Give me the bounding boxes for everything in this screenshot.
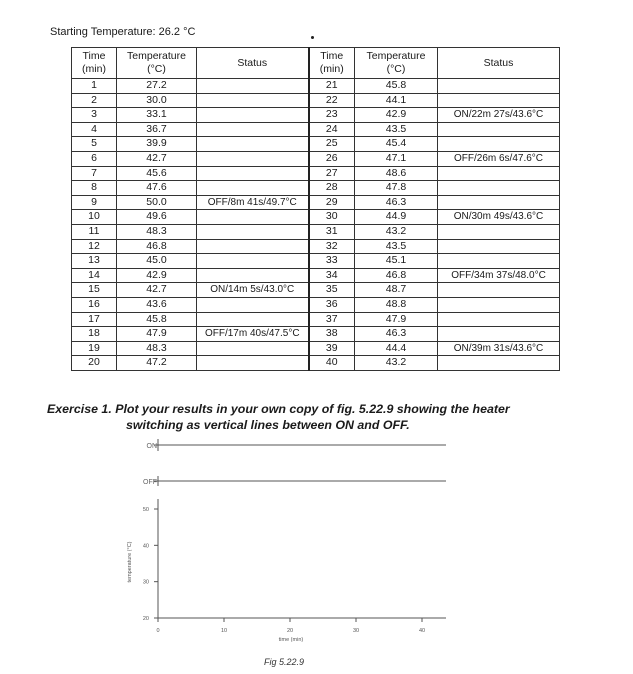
time-cell: 33 [309, 254, 355, 269]
time-cell: 27 [309, 166, 355, 181]
time-cell: 9 [72, 195, 117, 210]
time-cell: 5 [72, 137, 117, 152]
time-cell: 11 [72, 224, 117, 239]
temperature-cell: 46.8 [117, 239, 197, 254]
time-cell: 13 [72, 254, 117, 269]
starting-temperature: Starting Temperature: 26.2 °C [50, 26, 196, 38]
time-cell: 26 [309, 151, 355, 166]
time-cell: 32 [309, 239, 355, 254]
exercise-line-1: Exercise 1. Plot your results in your own copy of fig. 5.22.9 showing the heater [47, 402, 510, 416]
time-cell: 38 [309, 327, 355, 342]
status-cell: OFF/8m 41s/49.7°C [197, 195, 309, 210]
temperature-cell: 47.6 [117, 181, 197, 196]
temperature-cell: 47.9 [355, 312, 438, 327]
time-cell: 30 [309, 210, 355, 225]
status-cell: ON/14m 5s/43.0°C [197, 283, 309, 298]
x-tick-label: 30 [352, 628, 360, 634]
temperature-cell: 30.0 [117, 93, 197, 108]
header-temperature-2: Temperature (°C) [355, 48, 438, 79]
time-cell: 6 [72, 151, 117, 166]
time-cell: 23 [309, 108, 355, 123]
time-cell: 18 [72, 327, 117, 342]
y-tick-label: 40 [142, 543, 149, 550]
time-cell: 7 [72, 166, 117, 181]
time-cell: 29 [309, 195, 355, 210]
header-status-2: Status [438, 48, 560, 79]
time-cell: 36 [309, 297, 355, 312]
time-cell: 3 [72, 108, 117, 123]
temperature-cell: 47.2 [117, 356, 197, 371]
time-cell: 4 [72, 122, 117, 137]
time-cell: 40 [309, 356, 355, 371]
status-cell: OFF/34m 37s/48.0°C [438, 268, 560, 283]
header-temperature-1: Temperature (°C) [117, 48, 197, 79]
temperature-cell: 43.2 [355, 224, 438, 239]
temperature-cell: 45.4 [355, 137, 438, 152]
temperature-cell: 33.1 [117, 108, 197, 123]
temperature-cell: 43.6 [117, 297, 197, 312]
temperature-cell: 48.3 [117, 341, 197, 356]
temperature-cell: 46.8 [355, 268, 438, 283]
y-axis-label: temperature (°C) [127, 541, 133, 583]
plot-axes [127, 439, 446, 643]
time-cell: 21 [309, 79, 355, 94]
y-tick-label: 20 [142, 616, 149, 622]
time-cell: 16 [72, 297, 117, 312]
time-cell: 19 [72, 341, 117, 356]
temperature-cell: 42.7 [117, 151, 197, 166]
time-cell: 35 [309, 283, 355, 298]
temperature-cell: 48.7 [355, 283, 438, 298]
y-tick-label: 30 [142, 579, 149, 586]
x-axis-label: time (min) [278, 637, 304, 643]
status-cell: OFF/17m 40s/47.5°C [197, 327, 309, 342]
temperature-cell: 43.5 [355, 239, 438, 254]
temperature-cell: 45.8 [355, 79, 438, 94]
time-cell: 20 [72, 356, 117, 371]
temperature-cell: 39.9 [117, 137, 197, 152]
time-cell: 15 [72, 283, 117, 298]
header-time-2: Time (min) [309, 48, 355, 79]
temperature-cell: 45.6 [117, 166, 197, 181]
temperature-cell: 47.9 [117, 327, 197, 342]
temperature-cell: 48.8 [355, 297, 438, 312]
temperature-cell: 47.8 [355, 181, 438, 196]
time-cell: 17 [72, 312, 117, 327]
x-tick-label: 0 [156, 628, 160, 634]
status-cell: ON/30m 49s/43.6°C [438, 210, 560, 225]
time-cell: 28 [309, 181, 355, 196]
temperature-cell: 45.1 [355, 254, 438, 269]
temperature-cell: 44.1 [355, 93, 438, 108]
time-cell: 37 [309, 312, 355, 327]
temperature-cell: 48.3 [117, 224, 197, 239]
temperature-cell: 27.2 [117, 79, 197, 94]
temperature-cell: 48.6 [355, 166, 438, 181]
time-cell: 14 [72, 268, 117, 283]
time-cell: 25 [309, 137, 355, 152]
temperature-cell: 43.5 [355, 122, 438, 137]
temperature-cell: 42.9 [355, 108, 438, 123]
time-cell: 24 [309, 122, 355, 137]
y-tick-label: 50 [142, 507, 149, 513]
time-cell: 8 [72, 181, 117, 196]
temperature-cell: 43.2 [355, 356, 438, 371]
x-tick-label: 40 [418, 628, 426, 634]
temperature-cell: 44.4 [355, 341, 438, 356]
time-cell: 22 [309, 93, 355, 108]
on-label: ON [146, 443, 157, 450]
temperature-cell: 46.3 [355, 195, 438, 210]
status-cell: ON/39m 31s/43.6°C [438, 341, 560, 356]
x-tick-label: 10 [220, 628, 228, 634]
temperature-cell: 44.9 [355, 210, 438, 225]
status-cell: OFF/26m 6s/47.6°C [438, 151, 560, 166]
time-cell: 39 [309, 341, 355, 356]
temperature-cell: 42.7 [117, 283, 197, 298]
status-cell: ON/22m 27s/43.6°C [438, 108, 560, 123]
exercise-line-2: switching as vertical lines between ON and OFF. [126, 418, 410, 432]
time-cell: 12 [72, 239, 117, 254]
time-cell: 34 [309, 268, 355, 283]
x-tick-label: 20 [286, 628, 294, 634]
temperature-cell: 49.6 [117, 210, 197, 225]
temperature-cell: 36.7 [117, 122, 197, 137]
off-label: OFF [143, 479, 157, 486]
time-cell: 1 [72, 79, 117, 94]
time-cell: 31 [309, 224, 355, 239]
temperature-cell: 42.9 [117, 268, 197, 283]
header-status-1: Status [197, 48, 309, 79]
time-cell: 10 [72, 210, 117, 225]
header-time-1: Time (min) [72, 48, 117, 79]
figure-caption: Fig 5.22.9 [264, 657, 305, 667]
temperature-cell: 50.0 [117, 195, 197, 210]
temperature-cell: 45.0 [117, 254, 197, 269]
temperature-cell: 45.8 [117, 312, 197, 327]
temperature-cell: 46.3 [355, 327, 438, 342]
time-cell: 2 [72, 93, 117, 108]
temperature-cell: 47.1 [355, 151, 438, 166]
